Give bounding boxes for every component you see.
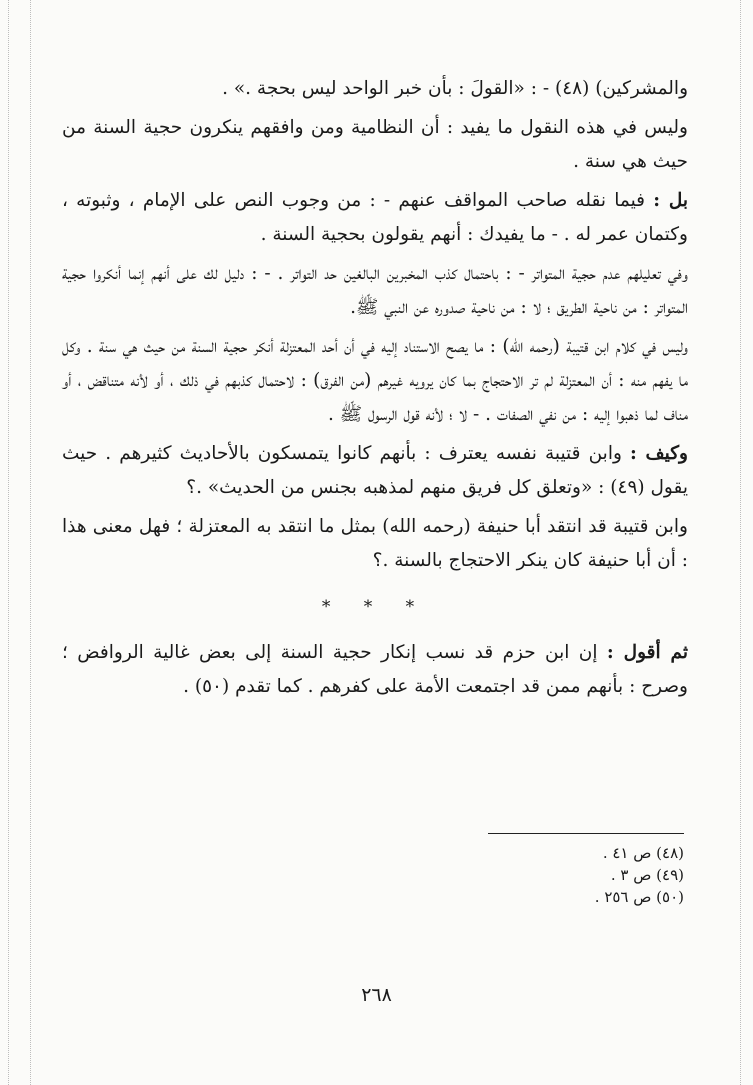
paragraph-3: بل : فيما نقله صاحب المواقف عنهم - : من وجوب النص على الإمام ، وثبوته ، وكتمان عمر له . - ما يفيدك : أنهم يقولون بحجية السنة .	[62, 190, 688, 245]
paragraph-6: وكيف : وابن قتيبة نفسه يعترف : بأنهم كانوا يتمسكون بالأحاديث كثيرهم . حيث يقول (٤٩) : «وتعلق كل فريق منهم لمذهبه بجنس من الحديث» .؟	[62, 443, 688, 498]
footnote-rule	[488, 833, 684, 834]
paragraph-2: وليس في هذه النقول ما يفيد : أن النظامية ومن وافقهم ينكرون حجية السنة من حيث هي سنة .	[62, 117, 688, 172]
section-separator: * * *	[321, 597, 429, 617]
footnote-48: (٤٨) ص ٤١ .	[602, 844, 684, 862]
page-edge-right	[740, 0, 741, 1085]
page-body	[62, 72, 688, 709]
footnotes	[488, 842, 684, 908]
footnote-49: (٤٩) ص ٣ .	[610, 866, 684, 884]
paragraph-5: وليس في كلام ابن قتيبة (رحمه الله) : ما يصح الاستناد إليه في أن أحد المعتزلة أنكر حجية السنة من حيث هي سنة . وكل ما يفهم منه : أن المعتزلة لم تر الاحتجاج بما كان يرويه غيرهم (من الفرق) : لاحتمال كذبهم في ذلك ، أو لأنه متناقض ، أو مناف لما ذهبوا إليه : من نفي الصفات . - لا ؛ لأنه قول الرسول ﷺ .	[62, 336, 688, 425]
paragraph-4: وفي تعليلهم عدم حجية المتواتر - : باحتمال كذب المخبرين البالغين حد التواتر . - : دليل لك على أنهم إنما أنكروا حجية المتواتر : من ناحية الطريق ؛ لا : من ناحية صدوره عن النبي ﷺ.	[62, 263, 688, 318]
paragraph-1: والمشركين) (٤٨) - : «القولَ : بأن خبر الواحد ليس بحجة .» .	[222, 78, 688, 99]
page-number: ٢٦٨	[361, 984, 392, 1006]
paragraph-7: وابن قتيبة قد انتقد أبا حنيفة (رحمه الله) بمثل ما انتقد به المعتزلة ؛ فهل معنى هذا : أن أبا حنيفة كان ينكر الاحتجاج بالسنة .؟	[62, 516, 688, 571]
page-edge-left-inner	[30, 0, 31, 1085]
footnote-50: (٥٠) ص ٢٥٦ .	[594, 888, 684, 906]
paragraph-closing: ثم أقول : إن ابن حزم قد نسب إنكار حجية السنة إلى بعض غالية الروافض ؛ وصرح : بأنهم ممن قد اجتمعت الأمة على كفرهم . كما تقدم (٥٠) .	[62, 642, 689, 697]
page-edge-left	[8, 0, 9, 1085]
